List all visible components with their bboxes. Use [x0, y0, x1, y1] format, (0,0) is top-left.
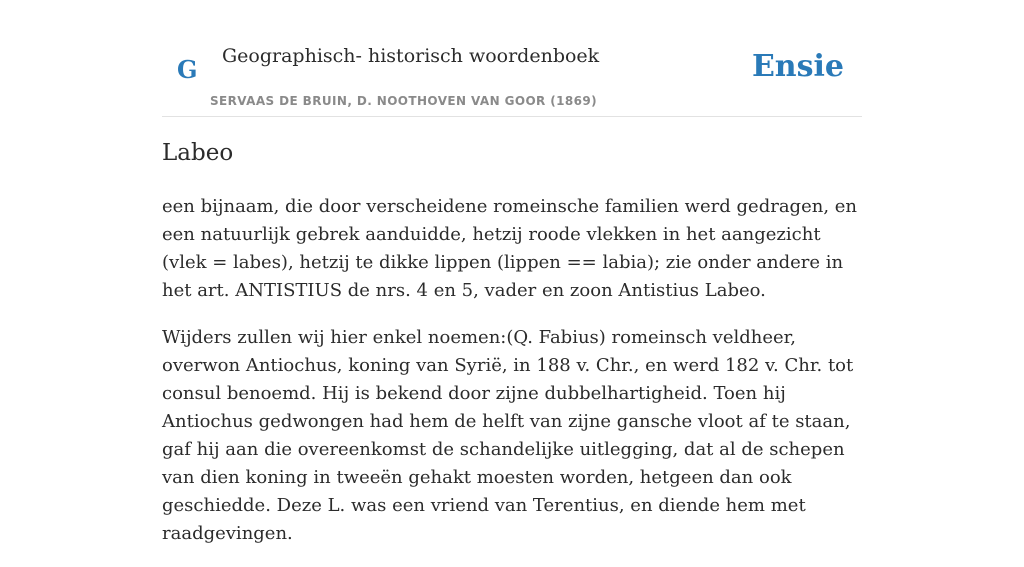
entry-title: Labeo	[162, 140, 234, 166]
book-title[interactable]: Geographisch- historisch woordenboek	[222, 45, 600, 67]
book-header	[162, 0, 862, 117]
book-authors: SERVAAS DE BRUIN, D. NOOTHOVEN VAN GOOR (1869)	[210, 94, 598, 108]
ensie-logo[interactable]: Ensie	[751, 49, 844, 84]
book-logo-icon[interactable]: G	[177, 55, 198, 84]
entry-paragraph: een bijnaam, die door verscheidene romeinsche familien werd gedragen, en een natuurlijk gebrek aanduidde, hetzij roode vlekken in het aangezicht (vlek = labes), hetzij te dikke lippen (lippen == labia); zie onder andere in het art. ANTISTIUS de nrs. 4 en 5, vader en zoon Antistius Labeo.	[162, 196, 858, 301]
entry-paragraph: Wijders zullen wij hier enkel noemen:(Q. Fabius) romeinsch veldheer, overwon Antiochus, koning van Syrië, in 188 v. Chr., en werd 182 v. Chr. tot consul benoemd. Hij is bekend door zijne dubbelhartigheid. Toen hij Antiochus gedwongen had hem de helft van zijne gansche vloot af te staan, gaf hij aan die overeenkomst de schandelijke uitlegging, dat al de schepen van dien koning in tweeën gehakt moesten worden, hetgeen dan ook geschiedde. Deze L. was een vriend van Terentius, en diende hem met raadgevingen.	[162, 327, 854, 544]
entry-content	[162, 193, 862, 567]
